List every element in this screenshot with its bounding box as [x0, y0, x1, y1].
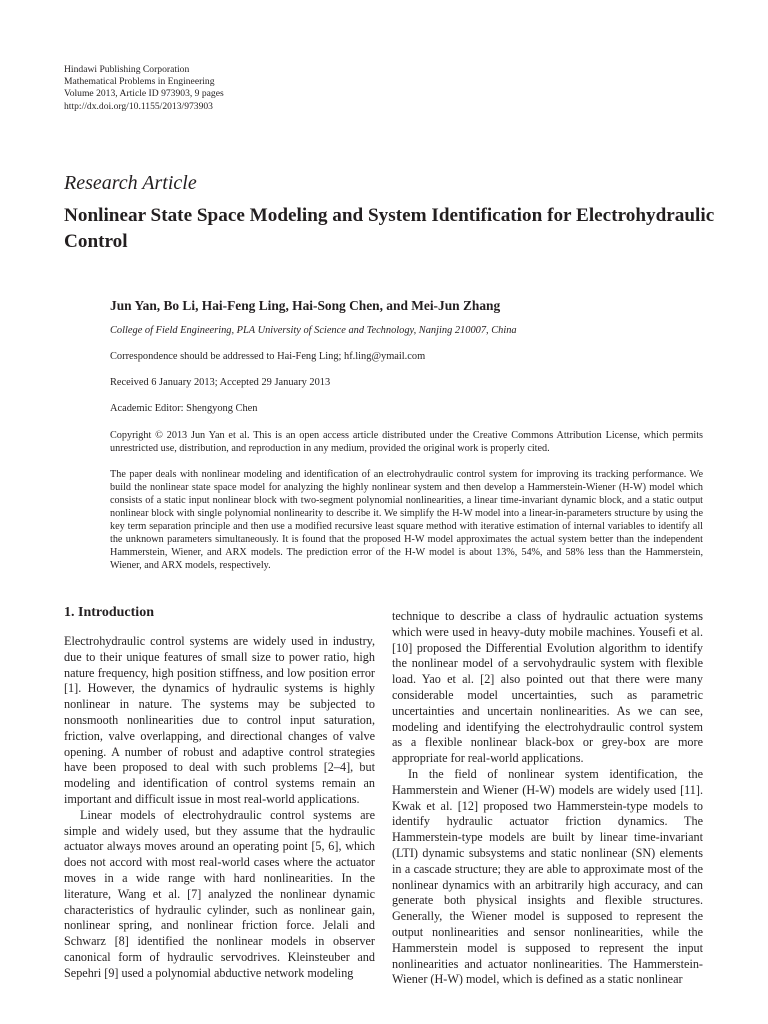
paragraph: technique to describe a class of hydraulic actuation systems which were used in heavy-duty mobile machines. Yousefi et al. [10] proposed the Differential Evolution algorithm to identify the nonlinear model of a servohydraulic system with flexible load. Yao et al. [2] also pointed out that there were many considerable model uncertainties, such as parametric uncertainties and uncertain nonlinearities. As we can see, modeling and identifying the electrohydraulic control system as a flexible nonlinear black-box or grey-box are more appropriate for real-world applications.: [392, 609, 703, 766]
affiliation: College of Field Engineering, PLA University of Science and Technology, Nanjing 210007, China: [110, 325, 517, 336]
author-list: Jun Yan, Bo Li, Hai-Feng Ling, Hai-Song Chen, and Mei-Jun Zhang: [110, 298, 501, 313]
paper-title: Nonlinear State Space Modeling and System Identification for Electrohydraulic Control: [64, 205, 715, 252]
paragraph: In the field of nonlinear system identification, the Hammerstein and Wiener (H-W) models are widely used [11]. Kwak et al. [12] proposed two Hammerstein-type models to identify hydraulic actuator friction dynamics. The Hammerstein-type models are built by linear time-invariant (LTI) dynamic subsystems and static nonlinear (SN) elements in a cascade structure; they are able to approximate most of the nonlinear dynamics with an arbitrarily high accuracy, and can generate both physical insights and flexible structures. Generally, the Wiener model is supposed to represent the output nonlinearities and sensor nonlinearities, while the Hammerstein model is supposed to represent the input nonlinearities and actuator nonlinearities. The Hammerstein-Wiener (H-W) model, which is defined as a static nonlinear: [392, 766, 703, 987]
right-column: [392, 609, 703, 988]
article-type: Research Article: [64, 172, 197, 194]
academic-editor: Academic Editor: Shengyong Chen: [110, 403, 258, 414]
journal-header: [64, 64, 224, 113]
copyright-notice: Copyright © 2013 Jun Yan et al. This is an open access article distributed under the Creative Commons Attribution License, which permits unrestricted use, distribution, and reproduction in any medium, provided the original work is properly cited.: [110, 430, 703, 454]
correspondence: Correspondence should be addressed to Hai-Feng Ling; hf.ling@ymail.com: [110, 351, 426, 362]
doi-link[interactable]: http://dx.doi.org/10.1155/2013/973903: [64, 100, 213, 112]
abstract: The paper deals with nonlinear modeling and identification of an electrohydraulic control system for improving its tracking performance. We build the nonlinear state space model for analyzing the highly nonlinear system and then develop a Hammerstein-Wiener (H-W) model which consists of a static input nonlinear block with two-segment polynomial nonlinearities, a linear time-invariant dynamic block, and a static output nonlinear block with single polynomial nonlinearity to describe it. We simplify the H-W model into a linear-in-parameters structure by using the key term separation principle and then use a modified recursive least square method with iterative estimation of internal variables to identify all the unknown parameters simultaneously. It is found that the proposed H-W model approximates the actual system better than the independent Hammerstein, Wiener, and ARX models. The prediction error of the H-W model is about 13%, 54%, and 58% less than the Hammerstein, Wiener, and ARX models, respectively.: [110, 469, 703, 571]
section-heading: 1. Introduction: [64, 605, 154, 620]
paragraph: Linear models of electrohydraulic control systems are simple and widely used, but they assume that the hydraulic actuator always moves around an operating point [5, 6], which does not accord with most real-world cases where the actuator moves in a wide range with hard nonlinearities. In the literature, Wang et al. [7] analyzed the nonlinear dynamic characteristics of hydraulic cylinder, such as nonlinear gain, nonlinear spring, and nonlinear friction force. Jelali and Schwarz [8] identified the nonlinear models in observer canonical form of hydraulic servodrives. Kleinsteuber and Sepehri [9] used a polynomial abductive network modeling: [64, 807, 375, 980]
volume-info: Volume 2013, Article ID 973903, 9 pages: [64, 88, 224, 100]
received-accepted-dates: Received 6 January 2013; Accepted 29 January 2013: [110, 377, 331, 388]
publisher: Hindawi Publishing Corporation: [64, 64, 190, 75]
journal-name: Mathematical Problems in Engineering: [64, 76, 215, 88]
paragraph: Electrohydraulic control systems are widely used in industry, due to their unique features of small size to power ratio, high nature frequency, high position stiffness, and low position error [1]. However, the dynamics of hydraulic systems is highly nonlinear in nature. The systems may be subjected to nonsmooth nonlinearities due to control input saturation, friction, valve overlapping, and directional changes of valve opening. A number of robust and adaptive control strategies have been proposed to deal with such problems [2–4], but modeling and identification of control systems remain an important and difficult issue in most real-world applications.: [64, 634, 375, 806]
left-column: [64, 604, 375, 982]
